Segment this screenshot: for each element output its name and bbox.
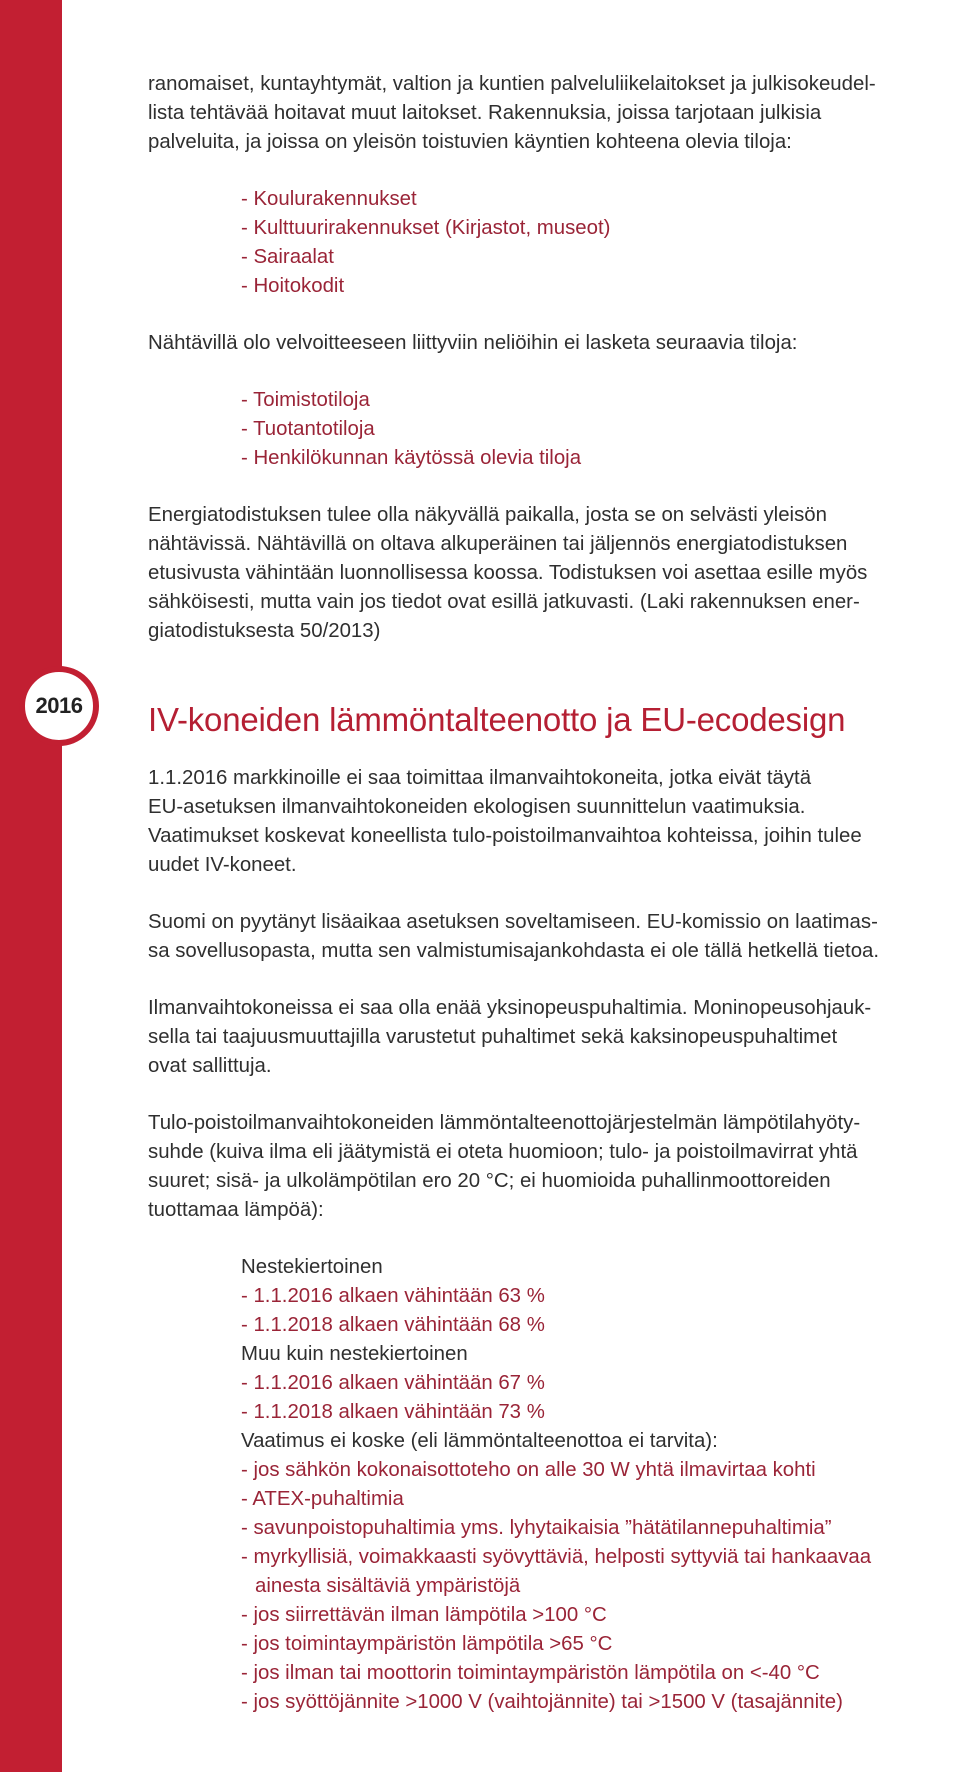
paragraph-line: Energiatodistuksen tulee olla näkyvällä paikalla, josta se on selvästi yleisön: [148, 504, 827, 526]
paragraph-line: sella tai taajuusmuuttajilla varustetut puhaltimet sekä kaksinopeuspuhaltimet: [148, 1026, 838, 1048]
page-content: [148, 70, 954, 1717]
requirement-item: - 1.1.2018 alkaen vähintään 68 %: [241, 1314, 545, 1336]
section-paragraph-2: [148, 908, 954, 966]
list-item: - Kulttuurirakennukset (Kirjastot, museot): [241, 217, 611, 239]
paragraph-line: suhde (kuiva ilma eli jäätymistä ei oteta huomioon; tulo- ja poistoilmavirrat yhtä: [148, 1141, 858, 1163]
year-badge: [19, 666, 99, 746]
paragraph-line: sähköisesti, mutta vain jos tiedot ovat esillä jatkuvasti. (Laki rakennuksen ener-: [148, 591, 860, 613]
list-item: - Toimistotiloja: [241, 389, 370, 411]
intro-line: palveluita, ja joissa on yleisön toistuvien käyntien kohteena olevia tiloja:: [148, 131, 792, 153]
paragraph-line: tuottamaa lämpöä):: [148, 1199, 324, 1221]
exemption-item: - ATEX-puhaltimia: [241, 1488, 404, 1510]
section-paragraph-4: [148, 1109, 954, 1225]
paragraph-line: Vaatimukset koskevat koneellista tulo-poistoilmanvaihtoa kohteissa, joihin tulee: [148, 825, 862, 847]
section-heading: IV-koneiden lämmöntalteenotto ja EU-ecodesign: [148, 701, 846, 738]
exemption-item-continuation: ainesta sisältäviä ympäristöjä: [255, 1575, 521, 1597]
list-item: - Tuotantotiloja: [241, 418, 375, 440]
other-type-label: Muu kuin nestekiertoinen: [241, 1343, 468, 1365]
excluded-space-list: [148, 386, 954, 473]
paragraph-line: Ilmanvaihtokoneissa ei saa olla enää yksinopeuspuhaltimia. Moninopeusohjauk-: [148, 997, 872, 1019]
exclusions-paragraph: Nähtävillä olo velvoitteeseen liittyviin neliöihin ei lasketa seuraavia tiloja:: [148, 332, 798, 354]
building-type-list: [148, 185, 954, 301]
paragraph-line: etusivusta vähintään luonnollisessa koossa. Todistuksen voi asettaa esille myös: [148, 562, 868, 584]
year-badge-label: 2016: [35, 693, 83, 718]
paragraph-line: suuret; sisä- ja ulkolämpötilan ero 20 °C; ei huomioida puhallinmoottoreiden: [148, 1170, 831, 1192]
list-item: - Sairaalat: [241, 246, 334, 268]
paragraph-line: giatodistuksesta 50/2013): [148, 620, 381, 642]
intro-line: ranomaiset, kuntayhtymät, valtion ja kuntien palveluliikelaitokset ja julkisokeudel-: [148, 73, 876, 95]
list-item: - Henkilökunnan käytössä olevia tiloja: [241, 447, 582, 469]
exemption-item: - myrkyllisiä, voimakkaasti syövyttäviä, helposti syttyviä tai hankaavaa: [241, 1546, 872, 1568]
section-paragraph-3: [148, 994, 954, 1081]
paragraph-line: 1.1.2016 markkinoille ei saa toimittaa ilmanvaihtokoneita, jotka eivät täytä: [148, 767, 812, 789]
paragraph-line: Suomi on pyytänyt lisäaikaa asetuksen soveltamiseen. EU-komissio on laatimas-: [148, 911, 878, 933]
left-accent-bar: [0, 0, 62, 1772]
paragraph-line: Tulo-poistoilmanvaihtokoneiden lämmöntalteenottojärjestelmän lämpötilahyöty-: [148, 1112, 861, 1134]
paragraph-line: uudet IV-koneet.: [148, 854, 297, 876]
exemption-item: - jos toimintaympäristön lämpötila >65 °C: [241, 1633, 613, 1655]
exemption-item: - jos ilman tai moottorin toimintaympäristön lämpötila on <-40 °C: [241, 1662, 820, 1684]
exemption-item: - savunpoistopuhaltimia yms. lyhytaikaisia ”hätätilannepuhaltimia”: [241, 1517, 832, 1539]
exemption-label: Vaatimus ei koske (eli lämmöntalteenottoa ei tarvita):: [241, 1430, 718, 1452]
liquid-circulation-label: Nestekiertoinen: [241, 1256, 383, 1278]
exemption-item: - jos sähkön kokonaisottoteho on alle 30 W yhtä ilmavirtaa kohti: [241, 1459, 816, 1481]
intro-line: lista tehtävää hoitavat muut laitokset. Rakennuksia, joissa tarjotaan julkisia: [148, 102, 822, 124]
paragraph-line: EU-asetuksen ilmanvaihtokoneiden ekologisen suunnittelun vaatimuksia.: [148, 796, 806, 818]
intro-paragraph: [148, 70, 954, 157]
display-paragraph: [148, 501, 954, 646]
list-item: - Koulurakennukset: [241, 188, 417, 210]
section-paragraph-1: [148, 764, 954, 880]
requirement-item: - 1.1.2016 alkaen vähintään 67 %: [241, 1372, 545, 1394]
paragraph-line: nähtävissä. Nähtävillä on oltava alkuperäinen tai jäljennös energiatodistuksen: [148, 533, 848, 555]
requirement-item: - 1.1.2018 alkaen vähintään 73 %: [241, 1401, 545, 1423]
paragraph-line: ovat sallittuja.: [148, 1055, 272, 1077]
efficiency-requirements: [148, 1253, 954, 1717]
requirement-item: - 1.1.2016 alkaen vähintään 63 %: [241, 1285, 545, 1307]
exemption-item: - jos syöttöjännite >1000 V (vaihtojännite) tai >1500 V (tasajännite): [241, 1691, 843, 1713]
exemption-item: - jos siirrettävän ilman lämpötila >100 °C: [241, 1604, 607, 1626]
list-item: - Hoitokodit: [241, 275, 345, 297]
paragraph-line: sa sovellusopasta, mutta sen valmistumisajankohdasta ei ole tällä hetkellä tietoa.: [148, 940, 880, 962]
